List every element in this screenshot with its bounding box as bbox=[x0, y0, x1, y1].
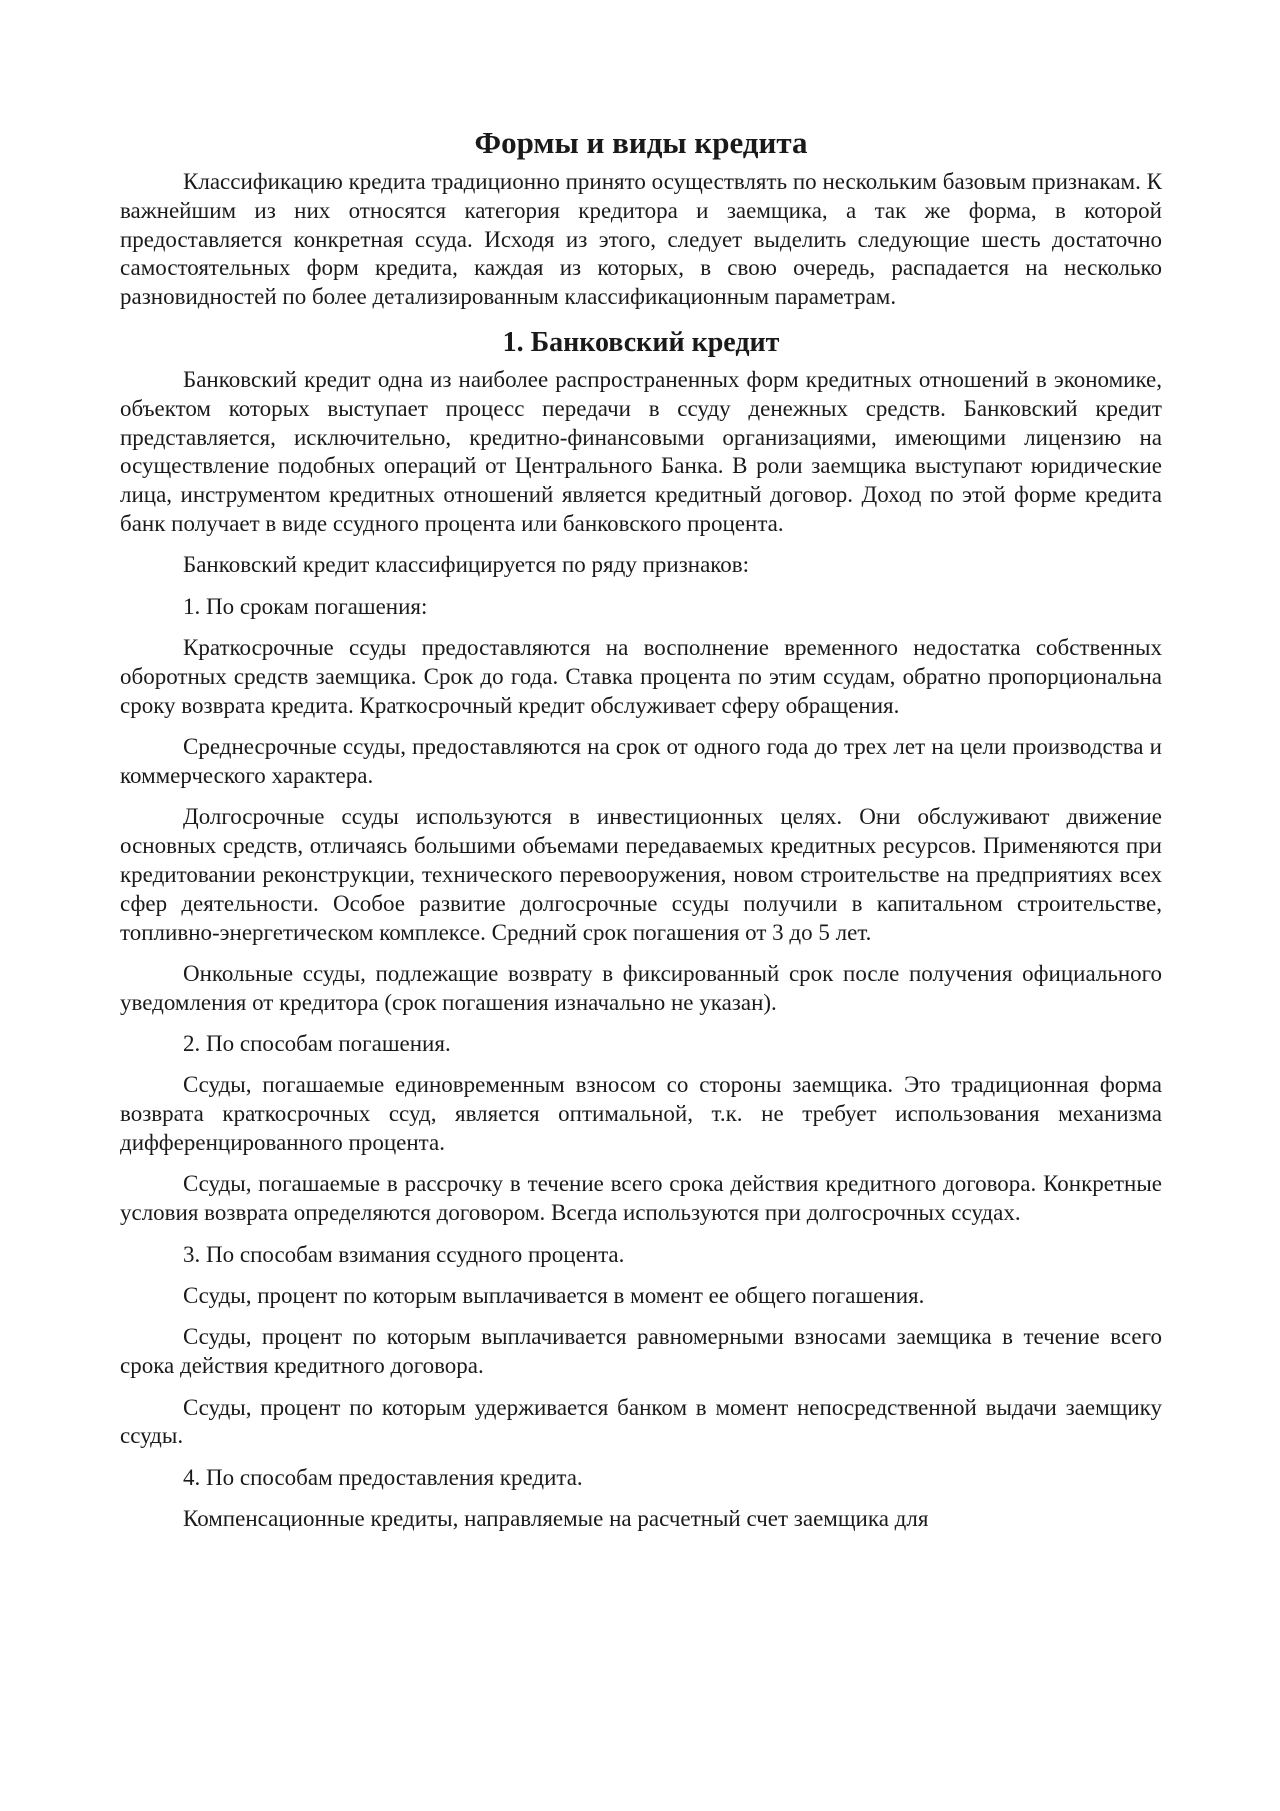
paragraph-interest-at-repayment: Ссуды, процент по которым выплачивается в момент ее общего погашения. bbox=[183, 1283, 925, 1309]
paragraph-bank-credit-definition: Банковский кредит одна из наиболее распространенных форм кредитных отношений в экономике, объектом которых выступает процесс передачи в ссуду денежных средств. Банковский кредит представляется, исключительно, кредитно-финансовыми организациями, имеющими лицензию на осуществление подобных операций от Центрального Банка. В роли заемщика выступают юридические лица, инструментом кредитных отношений является кредитный договор. Доход по этой форме кредита банк получает в виде ссудного процента или банковского процента. bbox=[120, 366, 1162, 536]
paragraph-medium-term-loans: Среднесрочные ссуды, предоставляются на срок от одного года до трех лет на цели производства и коммерческого характера. bbox=[120, 734, 1162, 788]
paragraph-interest-withheld: Ссуды, процент по которым удерживается банком в момент непосредственной выдачи заемщику ссуды. bbox=[120, 1394, 1162, 1449]
paragraph-classification-intro: Банковский кредит классифицируется по ряду признаков: bbox=[183, 552, 750, 578]
intro-paragraph: Классификацию кредита традиционно принято осуществлять по нескольким базовым признакам. К важнейшим из них относятся категория кредитора и заемщика, а так же форма, в которой предоставляется конкретная ссуда. Исходя из этого, следует выделить следующие шесть достаточно самостоятельных форм кредита, каждая из которых, в свою очередь, распадается на несколько разновидностей по более детализированным классификационным параметрам. bbox=[120, 169, 1162, 310]
document-page bbox=[120, 112, 1162, 1534]
paragraph-short-term-loans: Краткосрочные ссуды предоставляются на восполнение временного недостатка собственных оборотных средств заемщика. Срок до года. Ставка процента по этим ссудам, обратно пропорциональна сроку возврата кредита. Краткосрочный кредит обслуживает сферу обращения. bbox=[120, 635, 1162, 718]
paragraph-call-loans: Онкольные ссуды, подлежащие возврату в фиксированный срок после получения официального уведомления от кредитора (срок погашения изначально не указан). bbox=[120, 960, 1162, 1015]
section-heading-bank-credit: 1. Банковский кредит bbox=[502, 326, 780, 358]
document-title: Формы и виды кредита bbox=[474, 125, 808, 160]
paragraph-long-term-loans: Долгосрочные ссуды используются в инвестиционных целях. Они обслуживают движение основных средств, отличаясь большими объемами передаваемых кредитных ресурсов. Применяются при кредитовании реконструкции, технического перевооружения, новом строительстве на предприятиях всех сфер деятельности. Особое развитие долгосрочные ссуды получили в капитальном строительстве, топливно-энергетическом комплексе. Средний срок погашения от 3 до 5 лет. bbox=[120, 804, 1162, 945]
subheading-by-interest-collection: 3. По способам взимания ссудного процента. bbox=[183, 1241, 625, 1267]
subheading-by-repayment-term: 1. По срокам погашения: bbox=[183, 593, 428, 619]
paragraph-compensation-credits: Компенсационные кредиты, направляемые на расчетный счет заемщика для bbox=[183, 1506, 929, 1532]
subheading-by-provision-method: 4. По способам предоставления кредита. bbox=[183, 1464, 583, 1490]
paragraph-lump-sum-loans: Ссуды, погашаемые единовременным взносом со стороны заемщика. Это традиционная форма возврата краткосрочных ссуд, является оптимальной, т.к. не требует использования механизма дифференцированного процента. bbox=[120, 1072, 1162, 1156]
subheading-by-repayment-method: 2. По способам погашения. bbox=[183, 1031, 451, 1057]
paragraph-installment-loans: Ссуды, погашаемые в рассрочку в течение всего срока действия кредитного договора. Конкретные условия возврата определяются договором. Всегда используются при долгосрочных ссудах. bbox=[120, 1171, 1162, 1226]
paragraph-interest-equal-payments: Ссуды, процент по которым выплачивается равномерными взносами заемщика в течение всего срока действия кредитного договора. bbox=[120, 1324, 1162, 1379]
